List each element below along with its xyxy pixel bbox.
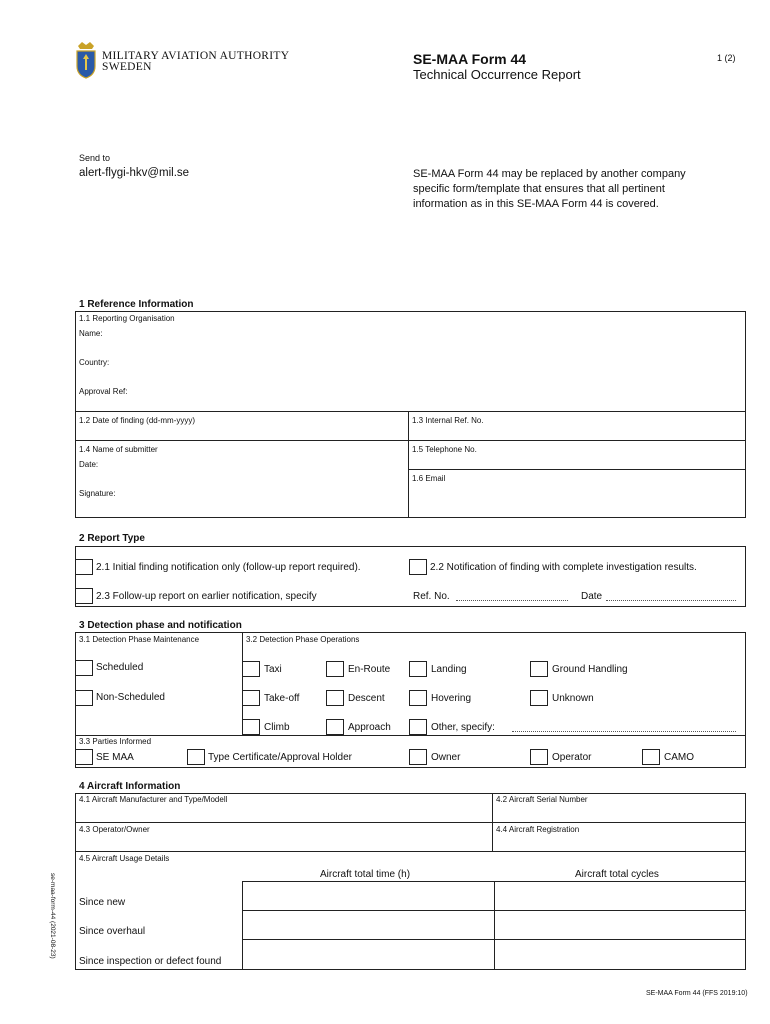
approach-label: Approach: [348, 722, 391, 733]
unknown-label: Unknown: [552, 693, 594, 704]
ref-no-label: Ref. No.: [413, 591, 450, 602]
operator-owner-label: 4.3 Operator/Owner: [79, 825, 150, 834]
form-subtitle: Technical Occurrence Report: [413, 67, 581, 82]
hovering-checkbox[interactable]: [409, 690, 427, 706]
taxi-label: Taxi: [264, 664, 282, 675]
telephone-label: 1.5 Telephone No.: [412, 445, 477, 454]
tc-holder-label: Type Certificate/Approval Holder: [208, 752, 352, 763]
section-2-title: 2 Report Type: [79, 533, 145, 544]
divider: [408, 411, 409, 518]
usage-label: 4.5 Aircraft Usage Details: [79, 854, 170, 863]
time-since-inspection-field[interactable]: [246, 942, 494, 968]
form-note-line: SE-MAA Form 44 may be replaced by another company: [413, 168, 686, 180]
climb-checkbox[interactable]: [242, 719, 260, 735]
takeoff-checkbox[interactable]: [242, 690, 260, 706]
complete-investigation-checkbox[interactable]: [409, 559, 427, 575]
approval-ref-label: Approval Ref:: [79, 387, 128, 396]
follow-up-label: 2.3 Follow-up report on earlier notification, specify: [96, 591, 317, 602]
hovering-label: Hovering: [431, 693, 472, 704]
serial-field[interactable]: [496, 806, 745, 823]
initial-finding-label: 2.1 Initial finding notification only (follow-up report required).: [96, 562, 361, 573]
ground-handling-checkbox[interactable]: [530, 661, 548, 677]
section-1-title: 1 Reference Information: [79, 299, 194, 310]
enroute-label: En-Route: [348, 664, 391, 675]
divider: [75, 822, 746, 823]
page-number: 1 (2): [717, 53, 736, 63]
parties-label: 3.3 Parties Informed: [79, 737, 152, 746]
followup-date-field[interactable]: [606, 600, 736, 601]
follow-up-checkbox[interactable]: [75, 588, 93, 604]
divider: [242, 881, 243, 970]
coat-of-arms-icon: [74, 40, 98, 80]
name-label: Name:: [79, 329, 103, 338]
since-overhaul-label: Since overhaul: [79, 926, 146, 937]
scheduled-checkbox[interactable]: [75, 660, 93, 676]
operations-label: 3.2 Detection Phase Operations: [246, 635, 360, 644]
country-field[interactable]: [115, 354, 739, 372]
other-checkbox[interactable]: [409, 719, 427, 735]
org-name-line2: SWEDEN: [102, 61, 152, 73]
unknown-checkbox[interactable]: [530, 690, 548, 706]
descent-checkbox[interactable]: [326, 690, 344, 706]
form-reference: SE-MAA Form 44 (FFS 2019:10): [646, 990, 748, 997]
section-3-title: 3 Detection phase and notification: [79, 620, 242, 631]
ground-handling-label: Ground Handling: [552, 664, 628, 675]
internal-ref-field[interactable]: [412, 426, 744, 441]
descent-label: Descent: [348, 693, 385, 704]
divider: [242, 910, 746, 911]
since-inspection-label: Since inspection or defect found: [79, 956, 222, 967]
registration-field[interactable]: [496, 835, 745, 852]
divider: [75, 411, 746, 412]
approval-ref-field[interactable]: [135, 383, 739, 401]
email-label: 1.6 Email: [412, 474, 446, 483]
send-to-email: alert-flygi-hkv@mil.se: [79, 167, 190, 179]
followup-date-label: Date: [581, 591, 603, 602]
landing-checkbox[interactable]: [409, 661, 427, 677]
maintenance-label: 3.1 Detection Phase Maintenance: [79, 635, 200, 644]
se-maa-checkbox[interactable]: [75, 749, 93, 765]
send-to-label: Send to: [79, 153, 111, 163]
cycles-since-overhaul-field[interactable]: [498, 913, 746, 939]
camo-checkbox[interactable]: [642, 749, 660, 765]
date-of-finding-label: 1.2 Date of finding (dd-mm-yyyy): [79, 416, 196, 425]
operator-label: Operator: [552, 752, 592, 763]
registration-label: 4.4 Aircraft Registration: [496, 825, 580, 834]
scheduled-label: Scheduled: [96, 662, 144, 673]
date-of-finding-field[interactable]: [79, 426, 403, 441]
logo: [74, 40, 98, 80]
owner-checkbox[interactable]: [409, 749, 427, 765]
climb-label: Climb: [264, 722, 290, 733]
complete-investigation-label: 2.2 Notification of finding with complete investigation results.: [430, 562, 697, 573]
cycles-since-inspection-field[interactable]: [498, 942, 746, 968]
internal-ref-label: 1.3 Internal Ref. No.: [412, 416, 484, 425]
telephone-field[interactable]: [412, 455, 744, 470]
cycles-since-new-field[interactable]: [498, 884, 746, 910]
form-note-line: specific form/template that ensures that all pertinent: [413, 183, 665, 195]
takeoff-label: Take-off: [264, 693, 300, 704]
submit-date-field[interactable]: [100, 456, 404, 472]
divider: [494, 881, 495, 970]
divider: [75, 851, 746, 852]
time-since-overhaul-field[interactable]: [246, 913, 494, 939]
operator-owner-field[interactable]: [79, 835, 488, 852]
ref-no-field[interactable]: [456, 600, 568, 601]
divider: [75, 440, 746, 441]
manufacturer-field[interactable]: [79, 806, 488, 823]
side-code: se-maa-form-44 (2021-08-23): [49, 873, 56, 959]
org-name: [102, 51, 289, 73]
divider: [75, 735, 746, 736]
non-scheduled-label: Non-Scheduled: [96, 692, 165, 703]
time-since-new-field[interactable]: [246, 884, 494, 910]
operator-checkbox[interactable]: [530, 749, 548, 765]
total-cycles-header: Aircraft total cycles: [575, 869, 659, 880]
form-note-line: information as in this SE-MAA Form 44 is covered.: [413, 198, 659, 210]
manufacturer-label: 4.1 Aircraft Manufacturer and Type/Modell: [79, 795, 228, 804]
other-label: Other, specify:: [431, 722, 495, 733]
submitter-label: 1.4 Name of submitter: [79, 445, 158, 454]
non-scheduled-checkbox[interactable]: [75, 690, 93, 706]
reporting-org-label: 1.1 Reporting Organisation: [79, 314, 175, 323]
landing-label: Landing: [431, 664, 467, 675]
org-name-line1: MILITARY AVIATION AUTHORITY: [102, 50, 290, 62]
approach-checkbox[interactable]: [326, 719, 344, 735]
divider: [242, 939, 746, 940]
initial-finding-checkbox[interactable]: [75, 559, 93, 575]
country-label: Country:: [79, 358, 110, 367]
signature-label: Signature:: [79, 489, 116, 498]
other-specify-field[interactable]: [512, 731, 736, 732]
divider: [408, 469, 746, 470]
date-label: Date:: [79, 460, 99, 469]
enroute-checkbox[interactable]: [326, 661, 344, 677]
since-new-label: Since new: [79, 897, 126, 908]
se-maa-label: SE MAA: [96, 752, 134, 763]
serial-label: 4.2 Aircraft Serial Number: [496, 795, 588, 804]
form-note: [413, 167, 686, 212]
owner-label: Owner: [431, 752, 461, 763]
form-title: SE-MAA Form 44: [413, 51, 527, 67]
email-field[interactable]: [412, 486, 744, 504]
tc-holder-checkbox[interactable]: [187, 749, 205, 765]
camo-label: CAMO: [664, 752, 694, 763]
taxi-checkbox[interactable]: [242, 661, 260, 677]
total-time-header: Aircraft total time (h): [320, 869, 411, 880]
name-field[interactable]: [105, 325, 739, 343]
section-4-title: 4 Aircraft Information: [79, 781, 181, 792]
